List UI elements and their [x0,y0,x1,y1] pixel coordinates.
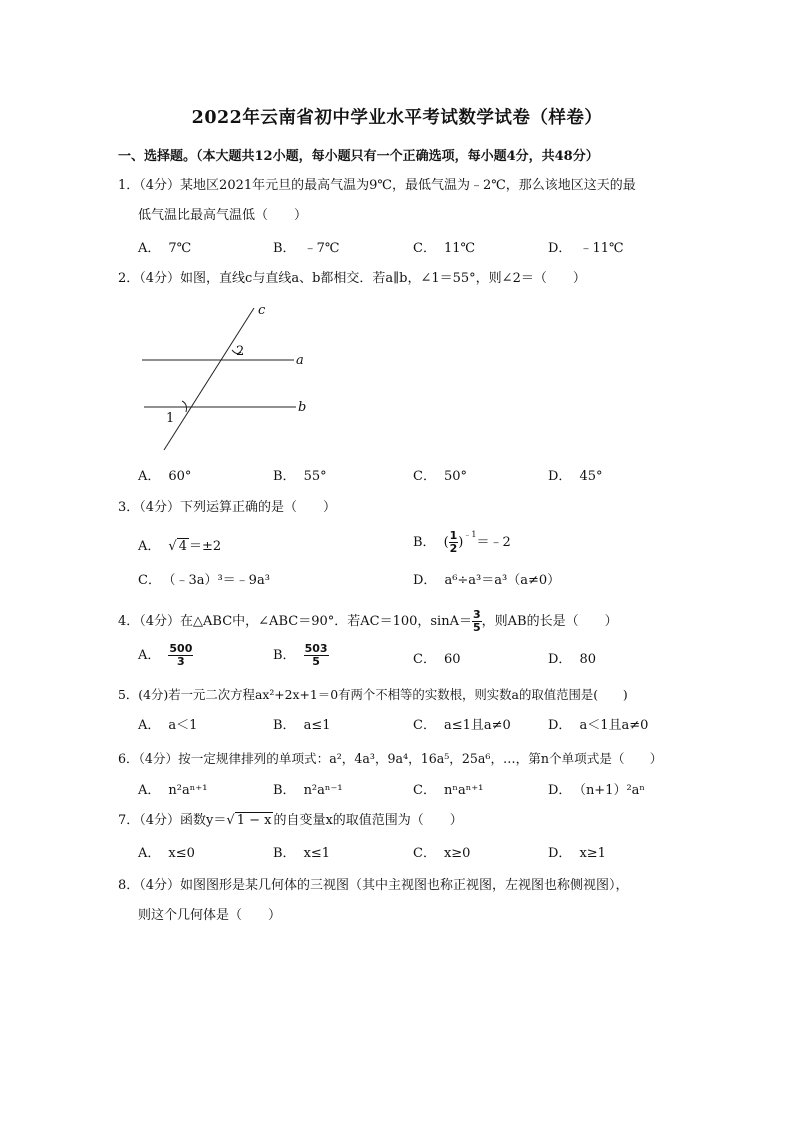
question-2: 2．（4分）如图，直线c与直线a、b都相交．若a∥b，∠1＝55°，则∠2＝（ ） [118,271,586,286]
question-8: 8．（4分）如图图形是某几何体的三视图（其中主视图也称正视图，左视图也称侧视图）， [118,878,629,893]
section-heading: 一、选择题。（本大题共12小题，每小题只有一个正确选项，每小题4分，共48分） [118,149,599,164]
label-1: 1 [166,411,175,426]
page-title: 2022年云南省初中学业水平考试数学试卷（样卷） [191,108,603,128]
q1-option-a: A． 7℃ [138,241,192,256]
q1-option-d: D． ﹣11℃ [548,241,624,256]
q6-option-b: B． n²aⁿ⁻¹ [273,783,343,798]
q1-option-b: B． ﹣7℃ [273,241,340,256]
question-6: 6．（4分）按一定规律排列的单项式：a²，4a³，9a⁴，16a⁵，25a⁶，…，第n个单项式是（ ） [118,751,663,766]
q4-option-c: C． 60 [413,652,461,667]
q2-option-a: A． 60° [138,469,192,484]
q4-option-a: A． $\frac{500}{3}$ [138,642,193,668]
q2-option-c: C． 50° [413,469,467,484]
question-1-cont: 低气温比最高气温低（ ） [138,208,308,223]
q7-option-c: C． x≥0 [413,846,471,861]
q3-option-c: C． （﹣3a）³＝﹣9a³ [138,573,270,588]
q3-option-a: A． √ 4 ＝±2 [138,539,222,554]
question-8-cont: 则这个几何体是（ ） [138,908,282,923]
q2-option-b: B． 55° [273,469,327,484]
q7-option-b: B． x≤1 [273,846,331,861]
q6-option-a: A． n²aⁿ⁺¹ [138,783,208,798]
question-3: 3．（4分）下列运算正确的是（ ） [118,500,337,515]
q5-option-c: C． a≤1且a≠0 [413,718,511,733]
q1-option-c: C． 11℃ [413,241,476,256]
q5-option-b: B． a≤1 [273,718,331,733]
q7-option-a: A． x≤0 [138,846,195,861]
label-c: c [258,303,266,318]
line-c [164,308,254,450]
question-4: 4．（4分）在△ABC中，∠ABC＝90°．若AC＝100，sinA＝ $\frac{3}{5}$ ，则AB的长是（ ） [118,608,618,634]
q3-option-d: D． a⁶÷a³＝a³（a≠0） [413,573,561,588]
q5-option-a: A． a＜1 [138,718,198,733]
q5-option-d: D． a＜1且a≠0 [548,718,649,733]
label-b: b [298,400,307,415]
label-2: 2 [236,344,245,359]
q7-option-d: D． x≥1 [548,846,606,861]
q4-option-d: D． 80 [548,652,596,667]
q2-option-d: D． 45° [548,469,603,484]
question-5: 5．(4分)若一元二次方程ax²+2x+1＝0有两个不相等的实数根，则实数a的取值范围是( ) [118,687,628,702]
question-7: 7．（4分）函数y＝√ 1 − x 的自变量x的取值范围为（ ） [118,813,463,828]
q6-option-c: C． nⁿaⁿ⁺¹ [413,783,484,798]
parallel-lines-figure [136,300,316,460]
q3-option-b: B． ( $\frac{1}{2}$ )$^{﹣1}$＝﹣2 [413,529,511,555]
q4-option-b: B． $\frac{503}{5}$ [273,642,328,668]
question-1: 1．（4分）某地区2021年元旦的最高气温为9℃，最低气温为﹣2℃，那么该地区这天的最 [118,178,636,193]
q6-option-d: D． （n+1）²aⁿ [548,783,646,798]
label-a: a [296,353,304,368]
